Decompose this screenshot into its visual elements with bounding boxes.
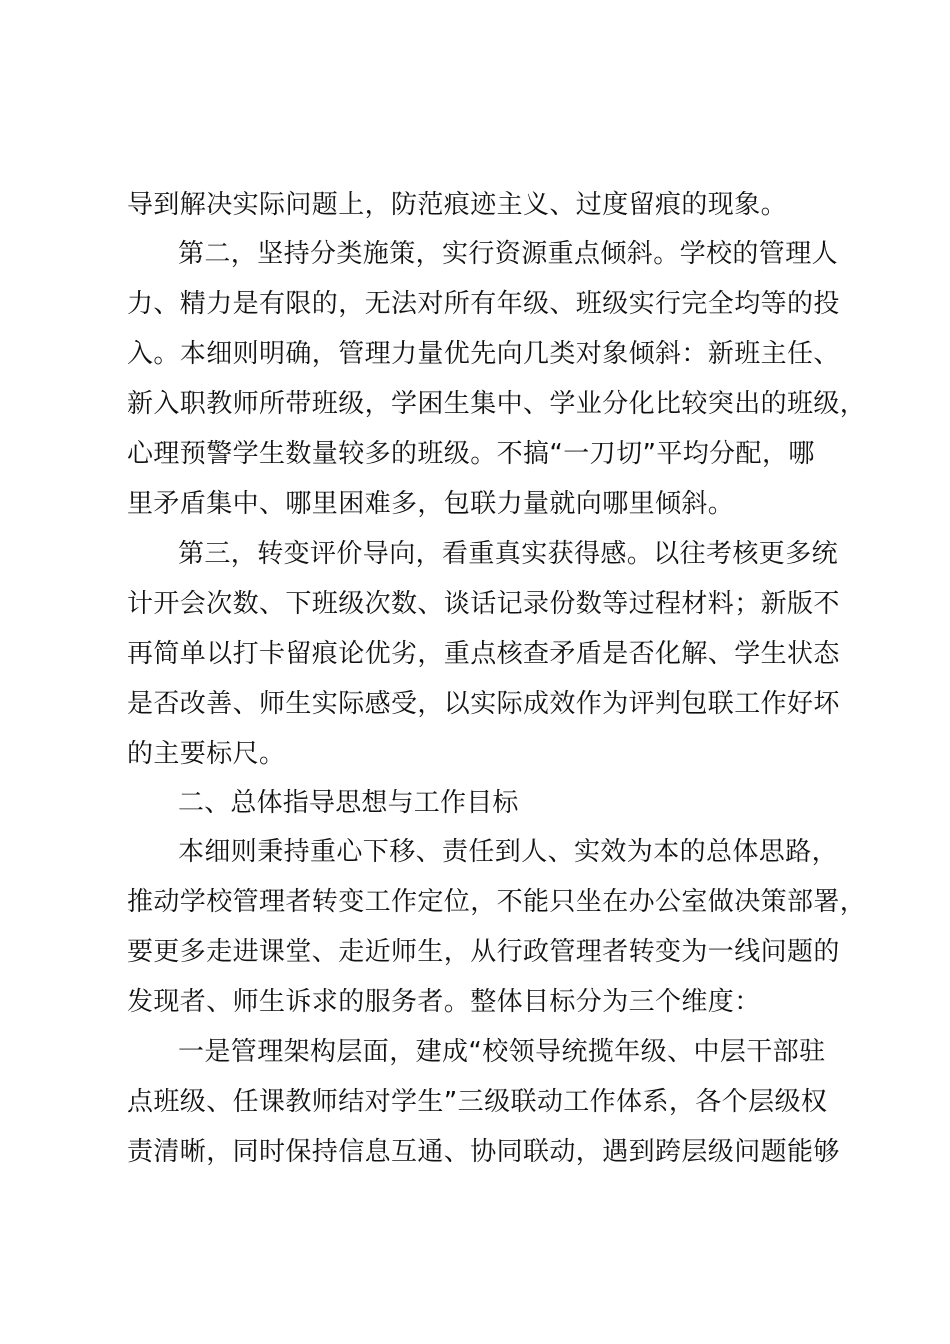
paragraph-start-line: 第二，坚持分类施策，实行资源重点倾斜。学校的管理人	[178, 239, 839, 269]
section-heading: 二、总体指导思想与工作目标	[178, 788, 519, 818]
text-line: 计开会次数、下班级次数、谈话记录份数等过程材料；新版不	[127, 589, 840, 619]
paragraph-start-line: 一是管理架构层面，建成“校领导统揽年级、中层干部驻	[178, 1037, 826, 1067]
paragraph-start-line: 本细则秉持重心下移、责任到人、实效为本的总体思路，	[178, 837, 839, 867]
text-line: 再简单以打卡留痕论优劣，重点核查矛盾是否化解、学生状态	[127, 639, 840, 669]
text-line: 责清晰，同时保持信息互通、协同联动，遇到跨层级问题能够	[127, 1137, 840, 1167]
text-line: 发现者、师生诉求的服务者。整体目标分为三个维度：	[127, 987, 761, 1017]
text-line: 导到解决实际问题上，防范痕迹主义、过度留痕的现象。	[127, 190, 788, 220]
text-line: 推动学校管理者转变工作定位，不能只坐在办公室做决策部署，	[127, 887, 867, 917]
text-line: 里矛盾集中、哪里困难多，包联力量就向哪里倾斜。	[127, 489, 735, 519]
text-line: 心理预警学生数量较多的班级。不搞“一刀切”平均分配，哪	[127, 439, 815, 469]
text-line: 要更多走进课堂、走近师生，从行政管理者转变为一线问题的	[127, 937, 840, 967]
text-line: 是否改善、师生实际感受，以实际成效作为评判包联工作好坏	[127, 689, 840, 719]
text-line: 入。本细则明确，管理力量优先向几类对象倾斜：新班主任、	[127, 339, 840, 369]
paragraph-start-line: 第三，转变评价导向，看重真实获得感。以往考核更多统	[178, 539, 839, 569]
text-line: 新入职教师所带班级，学困生集中、学业分化比较突出的班级，	[127, 389, 867, 419]
text-line: 点班级、任课教师结对学生”三级联动工作体系，各个层级权	[127, 1087, 828, 1117]
text-line: 力、精力是有限的，无法对所有年级、班级实行完全均等的投	[127, 289, 840, 319]
text-line: 的主要标尺。	[127, 739, 286, 769]
